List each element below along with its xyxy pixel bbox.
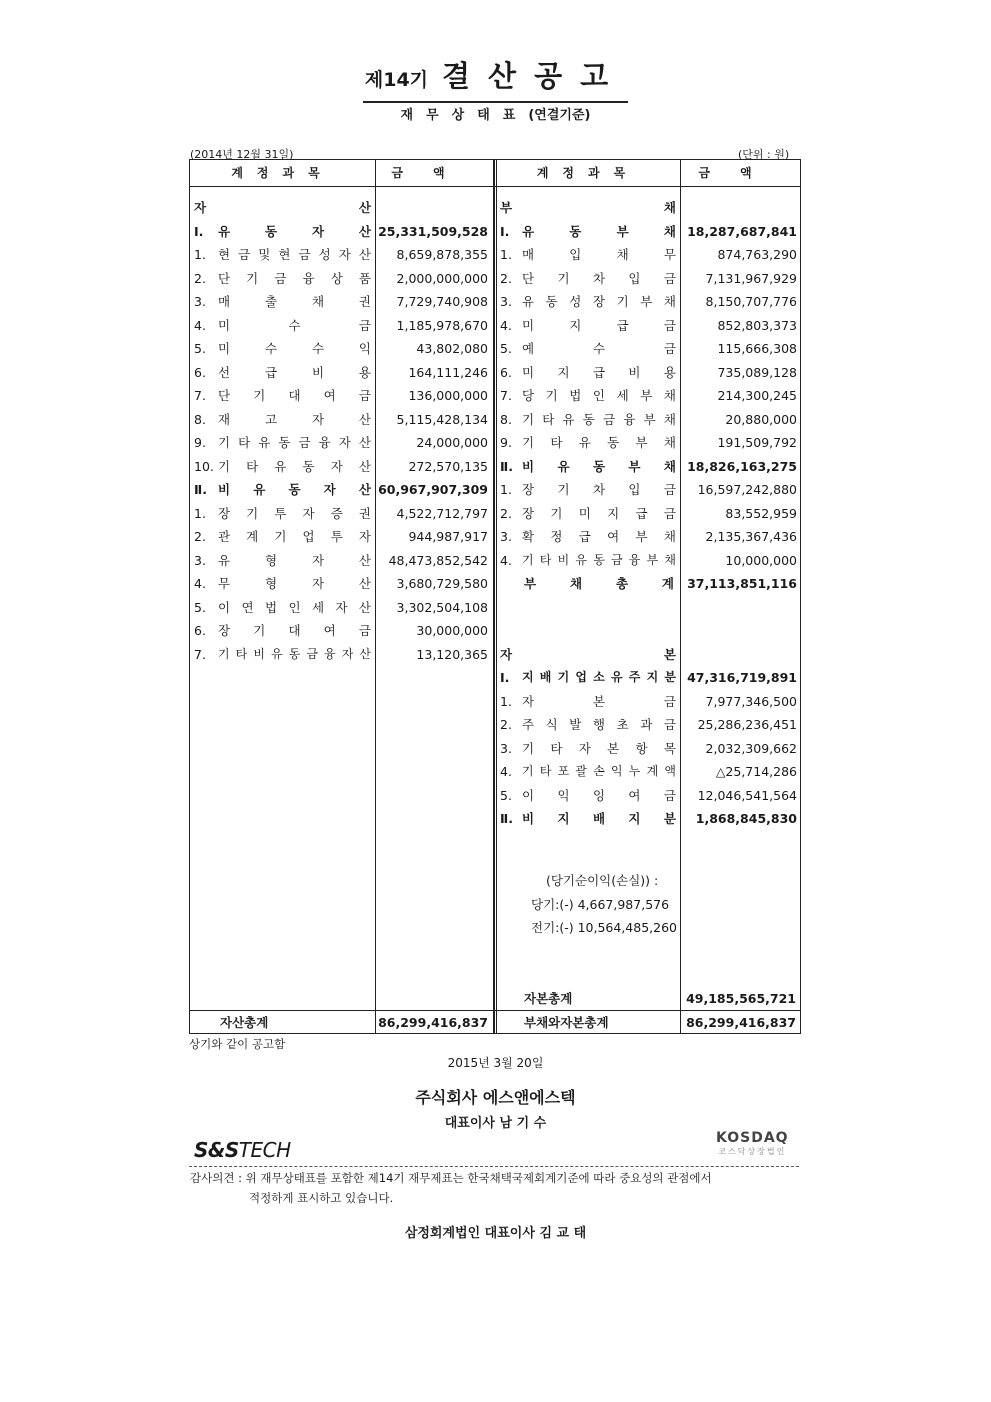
row-label: 기 타 유 동 부 채 <box>522 435 676 450</box>
row-amount: 136,000,000 <box>408 388 488 403</box>
table-row <box>496 361 800 384</box>
row-label: 비 유 동 자 산 <box>218 482 371 497</box>
table-row <box>496 713 800 736</box>
table-row <box>496 596 800 619</box>
kosdaq-logo <box>716 1130 789 1157</box>
row-number: 4. <box>194 576 206 591</box>
row-amount: 13,120,365 <box>416 646 488 662</box>
row-label: 주 식 발 행 초 과 금 <box>522 717 676 732</box>
table-header <box>190 160 800 187</box>
table-row <box>496 572 800 595</box>
header-amount-right: 금액 <box>698 166 782 180</box>
row-label: 단 기 대 여 금 <box>218 388 371 403</box>
table-row <box>496 619 800 642</box>
table-row <box>496 455 800 478</box>
row-number: 2. <box>500 270 512 286</box>
row-number: 2. <box>500 505 512 521</box>
row-amount: 191,509,792 <box>717 435 797 450</box>
table-row <box>496 384 800 407</box>
divider-center <box>493 160 495 1033</box>
logo-suffix: TECH <box>238 1138 291 1162</box>
table-row <box>190 431 493 454</box>
assets-total-amount: 86,299,416,837 <box>378 1015 488 1030</box>
row-amount: 47,316,719,891 <box>687 670 797 685</box>
table-row <box>190 220 493 243</box>
row-number: 1. <box>194 247 206 262</box>
row-number: 1. <box>500 482 512 497</box>
ceo-name: 대표이사 남 기 수 <box>444 1116 547 1131</box>
row-label: 기 타 포 괄 손 익 누 계 액 <box>522 764 676 778</box>
logo-brand: S&S <box>194 1138 239 1162</box>
assets-total-label: 자산총계 <box>220 1015 269 1030</box>
row-amount: 4,522,712,797 <box>396 505 488 521</box>
row-number: Ⅰ. <box>500 223 510 239</box>
row-amount: 7,131,967,929 <box>705 270 797 286</box>
row-number: 6. <box>194 623 206 638</box>
row-label: 기 타 비 유 동 금 융 부 채 <box>522 552 676 567</box>
equity-total-label: 자본총계 <box>524 991 573 1006</box>
row-amount: 5,115,428,134 <box>396 411 488 427</box>
header-account-left: 계정과목 <box>231 166 334 180</box>
row-label: 장 기 대 여 금 <box>218 623 371 638</box>
net-income-previous: 전기:(-) 10,564,485,260 <box>531 920 678 935</box>
row-label: 본 <box>663 646 676 662</box>
table-row <box>190 643 493 666</box>
row-amount: 30,000,000 <box>416 623 488 638</box>
row-label: 미 수 수 익 <box>218 341 371 356</box>
row-number: Ⅰ. <box>500 670 510 685</box>
table-row <box>190 596 493 619</box>
title-main: 결산공고 <box>442 59 627 93</box>
row-label: 확 정 급 여 부 채 <box>522 529 676 544</box>
table-row <box>496 502 800 525</box>
row-amount: 43,802,080 <box>416 341 488 356</box>
row-label: 기 타 자 본 항 목 <box>522 740 676 756</box>
row-label: 매 입 채 무 <box>522 247 676 262</box>
table-row <box>496 314 800 337</box>
table-row <box>190 502 493 525</box>
row-label: 기 타 유 동 금 융 자 산 <box>218 435 371 450</box>
row-label: 장 기 차 입 금 <box>522 482 676 497</box>
row-label: 선 급 비 용 <box>218 364 371 380</box>
row-amount: 874,763,290 <box>717 247 797 262</box>
row-number: 7. <box>500 388 512 403</box>
row-label: 미 수 금 <box>218 317 371 333</box>
table-row <box>496 549 800 572</box>
row-number: 1. <box>500 247 512 262</box>
row-label: 장 기 미 지 급 금 <box>522 505 676 521</box>
row-number: 자 <box>500 646 513 662</box>
row-number: 1. <box>500 693 512 709</box>
row-number: 5. <box>500 787 512 803</box>
table-row <box>190 572 493 595</box>
row-number: Ⅰ. <box>194 223 204 239</box>
subtitle-spaced: 재무상태표 <box>400 108 529 123</box>
table-row <box>190 314 493 337</box>
row-number: 7. <box>194 388 206 403</box>
table-row <box>496 290 800 313</box>
row-label: 기 타 비 유 동 금 융 자 산 <box>218 646 371 661</box>
table-row <box>496 267 800 290</box>
liab-equity-total-row <box>496 1011 800 1034</box>
table-row <box>190 361 493 384</box>
row-number: 9. <box>194 435 206 450</box>
statement-subtitle <box>0 104 991 123</box>
row-number: 4. <box>194 317 206 333</box>
row-amount: 2,000,000,000 <box>396 270 488 286</box>
row-label: 단 기 금 융 상 품 <box>218 270 371 286</box>
unit-label: (단위 : 원) <box>738 148 790 161</box>
row-number: 5. <box>194 341 206 356</box>
table-row <box>496 243 800 266</box>
row-amount: 60,967,907,309 <box>378 482 488 497</box>
row-label: 채 <box>663 200 676 215</box>
table-row <box>496 431 800 454</box>
row-label: 현 금 및 현 금 성 자 산 <box>218 247 371 262</box>
row-amount: 37,113,851,116 <box>687 576 797 591</box>
row-number: 부 <box>500 200 513 215</box>
table-row <box>190 408 493 431</box>
table-row <box>190 243 493 266</box>
company-logo <box>194 1138 291 1162</box>
equity-total-amount: 49,185,565,721 <box>686 991 796 1006</box>
row-amount: 272,570,135 <box>408 458 488 474</box>
table-row <box>190 478 493 501</box>
row-number: 자 <box>194 200 207 215</box>
table-row <box>190 196 493 219</box>
row-amount: △25,714,286 <box>715 764 797 779</box>
row-label: 무 형 자 산 <box>218 576 371 591</box>
header-account-right: 계정과목 <box>536 166 640 180</box>
row-label: 관 계 기 업 투 자 <box>218 529 371 544</box>
row-number: 2. <box>500 717 512 732</box>
row-number: 5. <box>500 341 512 356</box>
table-row <box>496 666 800 689</box>
row-label: 산 <box>358 200 371 215</box>
row-amount: 852,803,373 <box>717 317 797 333</box>
equity-total-row <box>496 987 800 1010</box>
table-row <box>496 690 800 713</box>
table-row <box>496 408 800 431</box>
net-income-current: 당기:(-) 4,667,987,576 <box>531 897 670 912</box>
liab-equity-total-amount: 86,299,416,837 <box>686 1015 796 1030</box>
row-amount: 735,089,128 <box>717 364 797 380</box>
table-row <box>190 267 493 290</box>
row-number: 4. <box>500 317 512 333</box>
audit-opinion-line2: 적정하게 표시하고 있습니다. <box>249 1191 394 1205</box>
net-income-heading: (당기순이익(손실)) : <box>546 873 659 888</box>
row-amount: 1,868,845,830 <box>695 811 797 826</box>
table-row <box>496 196 800 219</box>
row-number: 3. <box>194 294 206 309</box>
row-label: 이 익 잉 여 금 <box>522 787 676 803</box>
table-row <box>496 525 800 548</box>
row-amount: 25,286,236,451 <box>697 717 797 732</box>
row-number: Ⅱ. <box>500 458 513 474</box>
row-amount: 2,032,309,662 <box>705 740 797 756</box>
row-amount: 944,987,917 <box>408 529 488 544</box>
notice-title <box>0 58 991 103</box>
row-label: 부 채 총 계 <box>524 576 674 591</box>
row-amount: 18,287,687,841 <box>687 223 797 239</box>
row-number: 4. <box>500 552 512 568</box>
row-number: 7. <box>194 646 206 662</box>
row-amount: 83,552,959 <box>725 505 797 521</box>
header-amount-left: 금액 <box>391 166 475 180</box>
table-row <box>496 220 800 243</box>
balance-sheet-table <box>189 159 801 1034</box>
row-number: 10. <box>194 458 214 474</box>
row-label: 단 기 차 입 금 <box>522 270 676 286</box>
row-label: 유 동 성 장 기 부 채 <box>522 294 676 309</box>
row-label: 장 기 투 자 증 권 <box>218 505 371 521</box>
row-number: 6. <box>500 364 512 380</box>
table-row <box>190 549 493 572</box>
statement-date: (2014년 12월 31일) <box>190 148 294 161</box>
table-row <box>496 760 800 783</box>
row-label: 당 기 법 인 세 부 채 <box>522 388 676 403</box>
row-number: 2. <box>194 270 206 286</box>
row-amount: 10,000,000 <box>725 552 797 568</box>
row-amount: 20,880,000 <box>725 411 797 427</box>
dashed-separator <box>189 1166 799 1167</box>
row-label: 이 연 법 인 세 자 산 <box>218 599 371 615</box>
row-label: 비 지 배 지 분 <box>522 811 676 826</box>
row-label: 지 배 기 업 소 유 주 지 분 <box>522 670 676 684</box>
row-label: 유 동 자 산 <box>218 223 371 239</box>
row-label: 예 수 금 <box>522 341 676 356</box>
row-label: 유 동 부 채 <box>522 223 676 239</box>
assets-total-row <box>190 1011 493 1034</box>
liab-equity-total-label: 부채와자본총계 <box>524 1015 609 1030</box>
row-amount: 1,185,978,670 <box>396 317 488 333</box>
row-amount: 48,473,852,542 <box>388 552 488 568</box>
row-number: 3. <box>194 552 206 568</box>
row-number: 8. <box>194 411 206 427</box>
audit-opinion-line1: 감사의견 : 위 재무상태표를 포함한 제14기 재무제표는 한국채택국제회계기준에 따라 중요성의 관점에서 <box>190 1171 712 1185</box>
row-number: 1. <box>194 505 206 521</box>
row-amount: 25,331,509,528 <box>378 223 488 239</box>
row-number: 3. <box>500 740 512 756</box>
company-name: 주식회사 에스앤에스텍 <box>415 1088 576 1107</box>
auditor-signature: 삼정회계법인 대표이사 김 교 태 <box>404 1226 587 1241</box>
row-number: 9. <box>500 435 512 450</box>
title-prefix: 제14기 <box>364 69 429 91</box>
notice-text: 상기와 같이 공고함 <box>189 1037 286 1051</box>
kosdaq-sub: 코스닥상장법인 <box>718 1147 787 1156</box>
row-amount: 214,300,245 <box>717 388 797 403</box>
table-row <box>496 807 800 830</box>
row-label: 미 지 급 비 용 <box>522 364 676 380</box>
row-amount: 164,111,246 <box>408 364 488 380</box>
row-amount: 12,046,541,564 <box>697 787 797 803</box>
row-amount: 24,000,000 <box>416 435 488 450</box>
row-amount: 3,302,504,108 <box>396 599 488 615</box>
row-label: 비 유 동 부 채 <box>522 458 676 474</box>
row-amount: 8,659,878,355 <box>396 247 488 262</box>
row-label: 유 형 자 산 <box>218 552 371 568</box>
notice-date: 2015년 3월 20일 <box>447 1056 544 1070</box>
row-number: Ⅱ. <box>194 482 207 497</box>
table-row <box>496 478 800 501</box>
table-row <box>190 455 493 478</box>
row-number: 5. <box>194 599 206 615</box>
row-label: 기 타 유 동 금 융 부 채 <box>522 411 676 427</box>
table-row <box>190 337 493 360</box>
row-amount: 7,977,346,500 <box>705 693 797 709</box>
row-number: 8. <box>500 411 512 427</box>
row-label: 재 고 자 산 <box>218 411 371 427</box>
row-amount: 7,729,740,908 <box>396 294 488 309</box>
row-number: Ⅱ. <box>500 811 513 826</box>
row-label: 매 출 채 권 <box>218 294 371 309</box>
row-number: 4. <box>500 764 512 779</box>
row-label: 미 지 급 금 <box>522 317 676 333</box>
row-number: 3. <box>500 294 512 309</box>
row-amount: 16,597,242,880 <box>697 482 797 497</box>
row-number: 2. <box>194 529 206 544</box>
row-amount: 3,680,729,580 <box>396 576 488 591</box>
table-row <box>190 290 493 313</box>
table-row <box>190 525 493 548</box>
kosdaq-name: KOSDAQ <box>716 1130 789 1146</box>
table-row <box>190 384 493 407</box>
row-amount: 8,150,707,776 <box>705 294 797 309</box>
table-row <box>496 643 800 666</box>
subtitle-suffix: (연결기준) <box>528 108 591 123</box>
table-row <box>190 619 493 642</box>
row-label: 자 본 금 <box>522 693 676 709</box>
table-row <box>496 737 800 760</box>
row-amount: 2,135,367,436 <box>705 529 797 544</box>
row-number: 3. <box>500 529 512 544</box>
row-amount: 115,666,308 <box>717 341 797 356</box>
row-amount: 18,826,163,275 <box>687 458 797 474</box>
row-number: 6. <box>194 364 206 380</box>
table-row <box>496 337 800 360</box>
table-row <box>496 784 800 807</box>
row-label: 기 타 유 동 자 산 <box>218 458 371 474</box>
